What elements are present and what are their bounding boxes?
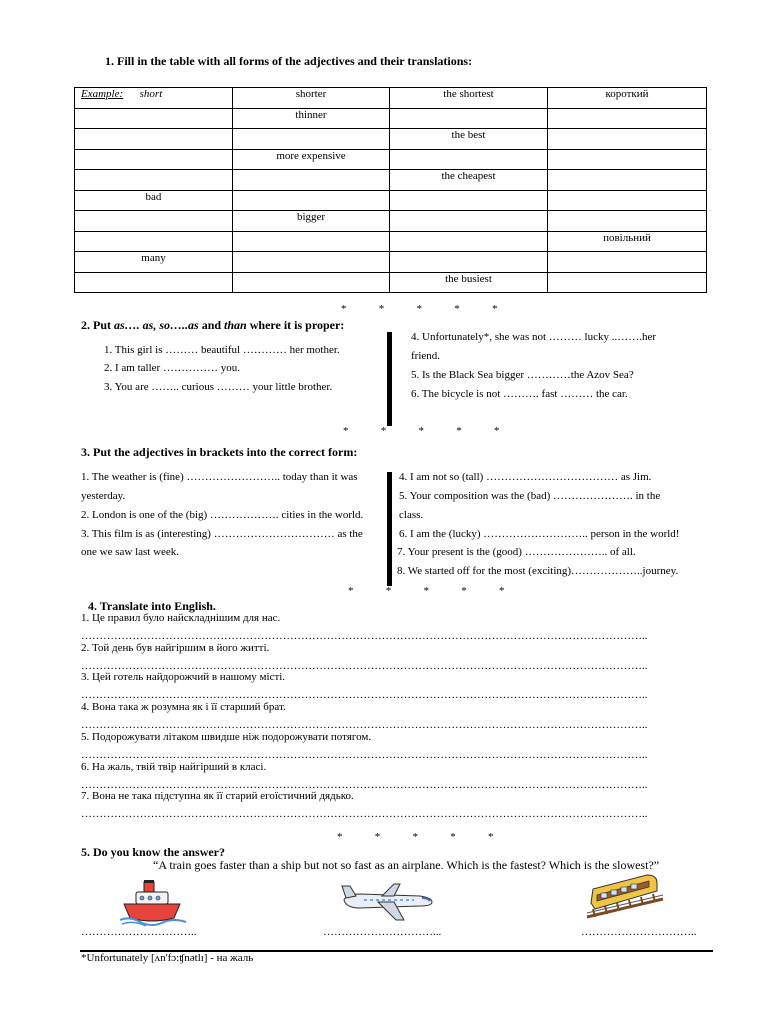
table-cell[interactable]: more expensive	[233, 149, 390, 170]
task4-item-1: 1. Це правил було найскладнішим для нас.	[81, 612, 281, 624]
separator-2: * * * * *	[343, 425, 506, 437]
task4-item-7: 7. Вона не така підступна як її старий егоїстичний дядько.	[81, 790, 354, 802]
table-cell[interactable]: bigger	[233, 211, 390, 232]
table-row	[75, 231, 707, 252]
table-cell[interactable]	[548, 211, 707, 232]
task2-right-1: 4. Unfortunately*, she was not ……… lucky ..…….her	[411, 331, 657, 343]
task2-title-mid: and	[198, 318, 225, 332]
table-cell[interactable]	[233, 170, 390, 191]
task2-title	[81, 318, 344, 333]
task3-right-5: 7. Your present is the (good) ………………….. of all.	[397, 546, 636, 558]
task2-title-em2: than	[224, 318, 247, 332]
train-image	[585, 869, 665, 924]
task3-right-3: class.	[399, 509, 424, 521]
table-row	[75, 211, 707, 232]
table-cell[interactable]: bad	[75, 190, 233, 211]
table-cell[interactable]	[75, 88, 233, 109]
task3-right-6: 8. We started off for the most (exciting)………………..journey.	[397, 565, 679, 577]
task2-title-em1: as…. as, so…..as	[114, 318, 199, 332]
table-cell[interactable]	[233, 190, 390, 211]
table-cell[interactable]	[75, 231, 233, 252]
task4-answer-line-7[interactable]: ………………………………………………………………………………………………………………………………………..	[81, 808, 648, 820]
task3-right-1: 4. I am not so (tall) ……………………………… as Jim.	[399, 471, 652, 483]
table-cell[interactable]: thinner	[233, 108, 390, 129]
table-cell[interactable]	[75, 211, 233, 232]
table-cell[interactable]	[548, 272, 707, 293]
task2-left-1: 1. This girl is ……… beautiful ………… her mother.	[104, 344, 340, 356]
table-cell[interactable]	[548, 149, 707, 170]
table-cell[interactable]: короткий	[548, 88, 707, 109]
table-cell[interactable]	[390, 211, 548, 232]
task3-left-3: 2. London is one of the (big) ………………. cities in the world.	[81, 509, 364, 521]
adjectives-table	[74, 87, 707, 293]
task4-item-6: 6. На жаль, твій твір найгірший в класі.	[81, 761, 267, 773]
table-cell[interactable]	[548, 252, 707, 273]
table-row	[75, 108, 707, 129]
answer-train-line[interactable]: …………………………..	[581, 926, 697, 938]
table-row	[75, 149, 707, 170]
task4-answer-line-1[interactable]: ………………………………………………………………………………………………………………………………………..	[81, 630, 648, 642]
table-cell[interactable]: shorter	[233, 88, 390, 109]
task2-left-2: 2. I am taller …………… you.	[104, 362, 240, 374]
separator-3: * * * * *	[348, 585, 511, 597]
task4-answer-line-3[interactable]: ………………………………………………………………………………………………………………………………………..	[81, 689, 648, 701]
table-cell[interactable]	[75, 149, 233, 170]
table-cell[interactable]	[548, 129, 707, 150]
table-cell[interactable]: the shortest	[390, 88, 548, 109]
table-cell[interactable]	[548, 170, 707, 191]
table-cell[interactable]: повільний	[548, 231, 707, 252]
task2-right-4: 6. The bicycle is not ………. fast ……… the car.	[411, 388, 628, 400]
table-cell[interactable]	[233, 272, 390, 293]
table-cell[interactable]	[75, 108, 233, 129]
task3-right-2: 5. Your composition was the (bad) …………………. in the	[399, 490, 661, 502]
table-cell[interactable]	[233, 252, 390, 273]
table-row	[75, 88, 707, 109]
table-cell[interactable]	[75, 129, 233, 150]
task2-title-end: where it is proper:	[246, 318, 345, 332]
separator-4: * * * * *	[337, 831, 500, 843]
task4-answer-line-6[interactable]: ………………………………………………………………………………………………………………………………………..	[81, 779, 648, 791]
table-cell[interactable]	[390, 231, 548, 252]
footnote: *Unfortunately [ʌn'fɔ:ʧnətlɪ] - на жаль	[81, 952, 254, 964]
table-row	[75, 190, 707, 211]
table-cell[interactable]	[390, 252, 548, 273]
example-label: Example:	[81, 88, 124, 100]
task4-answer-line-5[interactable]: ………………………………………………………………………………………………………………………………………..	[81, 749, 648, 761]
table-cell[interactable]	[390, 190, 548, 211]
task2-divider	[387, 332, 392, 426]
task4-item-3: 3. Цей готель найдорожчий в нашому місті.	[81, 671, 286, 683]
task3-left-4: 3. This film is as (interesting) …………………………… as the	[81, 528, 363, 540]
table-cell[interactable]	[75, 272, 233, 293]
task3-right-4: 6. I am the (lucky) ……………………….. person in the world!	[399, 528, 680, 540]
answer-ship-line[interactable]: …………………………..	[81, 926, 197, 938]
table-cell[interactable]	[390, 149, 548, 170]
task3-title: 3. Put the adjectives in brackets into the correct form:	[81, 445, 358, 459]
table-cell[interactable]	[548, 108, 707, 129]
task1-title: 1. Fill in the table with all forms of the adjectives and their translations:	[105, 54, 473, 68]
task2-title-num: 2. Put	[81, 318, 114, 332]
task4-item-2: 2. Той день був найгіршим в його житті.	[81, 642, 270, 654]
airplane-image	[338, 878, 436, 929]
table-cell[interactable]: the cheapest	[390, 170, 548, 191]
task5-title: 5. Do you know the answer?	[81, 845, 226, 859]
task4-answer-line-2[interactable]: ………………………………………………………………………………………………………………………………………..	[81, 660, 648, 672]
task4-item-4: 4. Вона така ж розумна як і її старший брат.	[81, 701, 286, 713]
table-cell[interactable]	[233, 129, 390, 150]
table-cell[interactable]: the best	[390, 129, 548, 150]
task4-title: 4. Translate into English.	[88, 599, 216, 613]
table-cell[interactable]	[233, 231, 390, 252]
task4-item-5: 5. Подорожувати літаком швидше ніж подорожувати потягом.	[81, 731, 372, 743]
task3-left-5: one we saw last week.	[81, 546, 180, 558]
task2-left-3: 3. You are …….. curious ……… your little brother.	[104, 381, 333, 393]
table-row	[75, 170, 707, 191]
task2-right-3: 5. Is the Black Sea bigger …………the Azov Sea?	[411, 369, 634, 381]
cell-text: short	[139, 88, 163, 100]
separator-1: * * * * *	[341, 303, 504, 315]
task5-question: “A train goes faster than a ship but not so fast as an airplane. Which is the fastest? Which is the slowest?”	[153, 858, 660, 872]
task3-divider	[387, 472, 392, 586]
task2-right-2: friend.	[411, 350, 441, 362]
table-row	[75, 272, 707, 293]
table-row	[75, 252, 707, 273]
ship-image	[118, 876, 188, 933]
answer-airplane-line[interactable]: …………………………...	[323, 926, 442, 938]
task4-answer-line-4[interactable]: ………………………………………………………………………………………………………………………………………..	[81, 719, 648, 731]
table-row	[75, 129, 707, 150]
table-cell[interactable]	[75, 170, 233, 191]
table-cell[interactable]: many	[75, 252, 233, 273]
table-cell[interactable]	[390, 108, 548, 129]
task3-left-2: yesterday.	[81, 490, 126, 502]
table-cell[interactable]: the busiest	[390, 272, 548, 293]
task3-left-1: 1. The weather is (fine) …………………….. today than it was	[81, 471, 358, 483]
table-cell[interactable]	[548, 190, 707, 211]
